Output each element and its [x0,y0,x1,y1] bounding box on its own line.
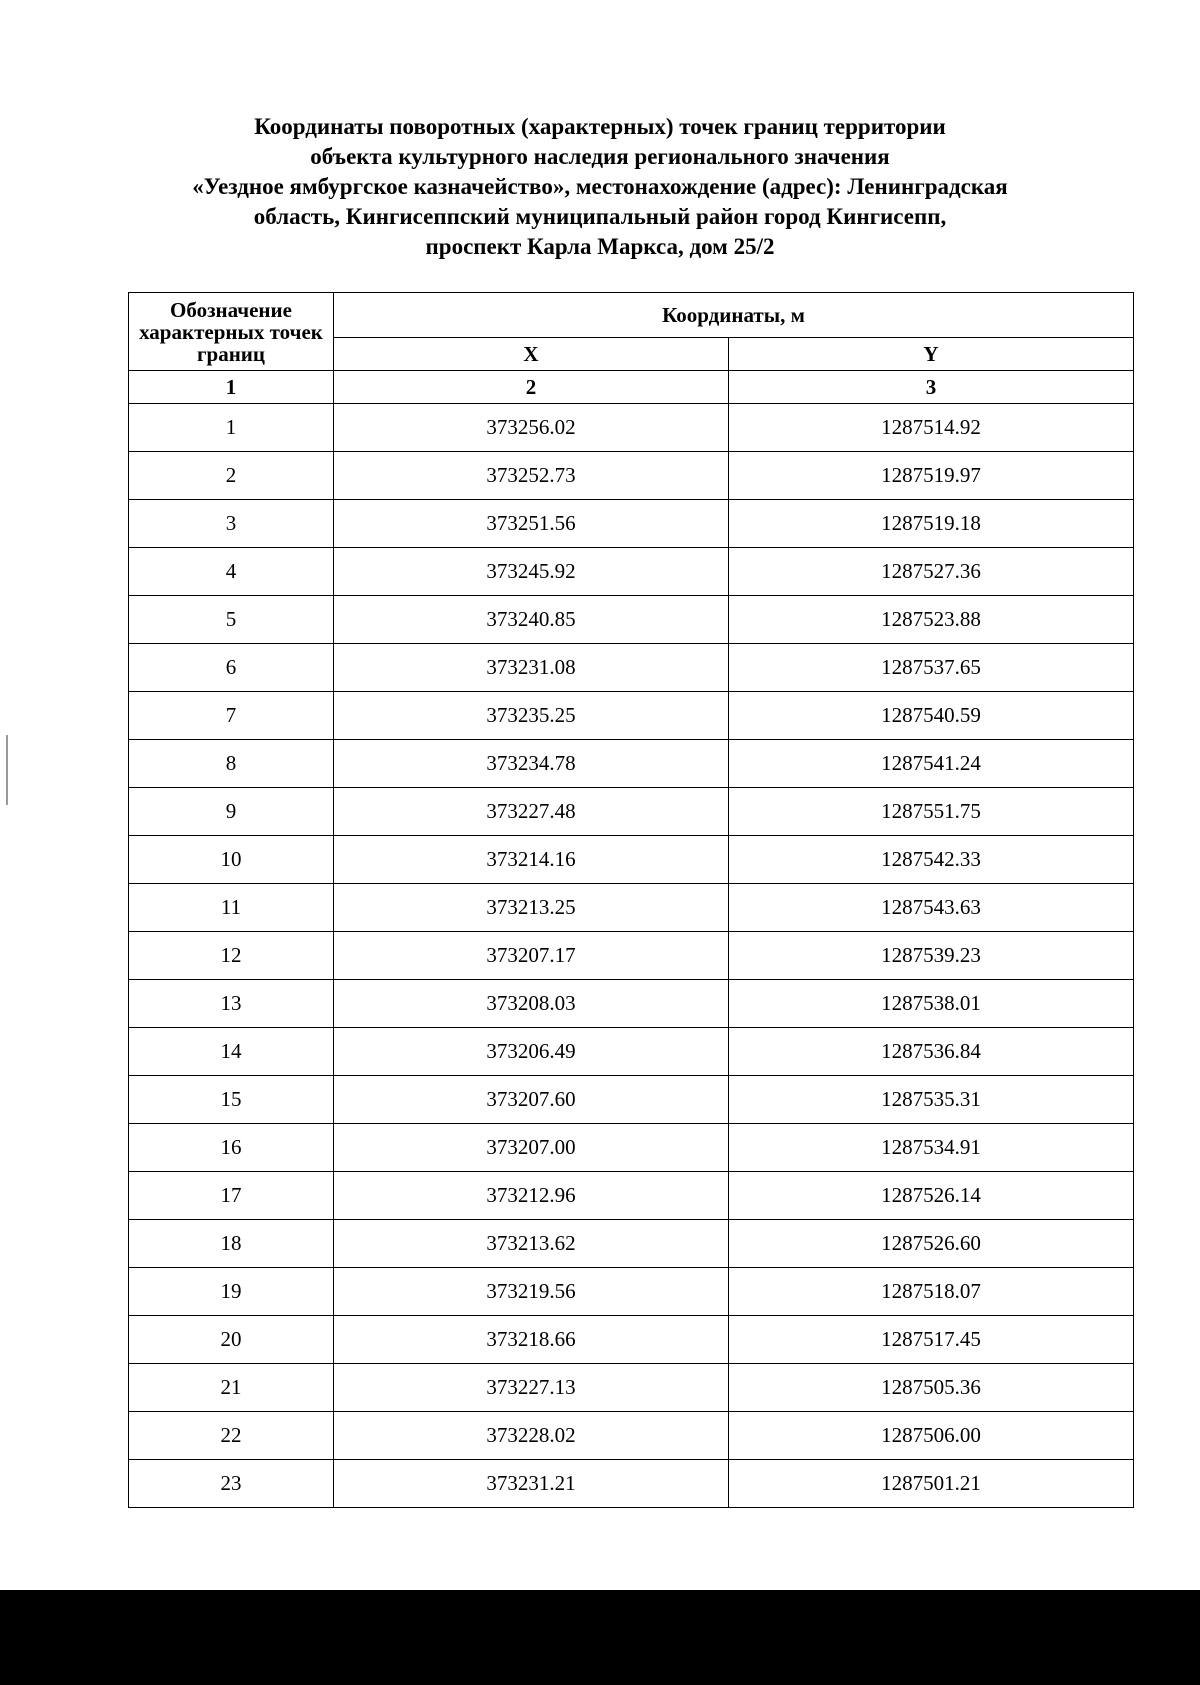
scan-margin-mark [6,735,8,805]
y-coordinate-cell: 1287526.60 [729,1220,1134,1268]
point-number-cell: 21 [129,1364,334,1412]
x-coordinate-cell: 373231.21 [334,1460,729,1508]
y-coordinate-cell: 1287519.97 [729,452,1134,500]
point-number-cell: 9 [129,788,334,836]
x-coordinate-cell: 373251.56 [334,500,729,548]
column-number-3: 3 [729,371,1134,404]
title-line: объекта культурного наследия регионального значения [310,144,890,169]
x-coordinate-cell: 373214.16 [334,836,729,884]
x-coordinate-cell: 373219.56 [334,1268,729,1316]
y-coordinate-cell: 1287536.84 [729,1028,1134,1076]
point-number-cell: 5 [129,596,334,644]
y-coordinate-cell: 1287537.65 [729,644,1134,692]
y-coordinate-cell: 1287518.07 [729,1268,1134,1316]
x-coordinate-cell: 373245.92 [334,548,729,596]
table-row [129,980,1134,1028]
x-coordinate-cell: 373252.73 [334,452,729,500]
y-coordinate-cell: 1287539.23 [729,932,1134,980]
table-row [129,500,1134,548]
coordinates-table [128,292,1134,1508]
table-row [129,1220,1134,1268]
point-number-cell: 19 [129,1268,334,1316]
header-y: Y [729,338,1134,371]
y-coordinate-cell: 1287505.36 [729,1364,1134,1412]
table-row [129,1316,1134,1364]
y-coordinate-cell: 1287514.92 [729,404,1134,452]
x-coordinate-cell: 373213.25 [334,884,729,932]
table-row [129,1124,1134,1172]
y-coordinate-cell: 1287540.59 [729,692,1134,740]
point-number-cell: 14 [129,1028,334,1076]
point-number-cell: 22 [129,1412,334,1460]
point-number-cell: 7 [129,692,334,740]
point-number-cell: 18 [129,1220,334,1268]
point-number-cell: 3 [129,500,334,548]
y-coordinate-cell: 1287538.01 [729,980,1134,1028]
point-number-cell: 11 [129,884,334,932]
table-row [129,1076,1134,1124]
column-number-1: 1 [129,371,334,404]
table-row [129,1364,1134,1412]
y-coordinate-cell: 1287543.63 [729,884,1134,932]
x-coordinate-cell: 373208.03 [334,980,729,1028]
y-coordinate-cell: 1287527.36 [729,548,1134,596]
x-coordinate-cell: 373207.60 [334,1076,729,1124]
table-row [129,548,1134,596]
table-row [129,404,1134,452]
point-number-cell: 10 [129,836,334,884]
y-coordinate-cell: 1287535.31 [729,1076,1134,1124]
table-row [129,932,1134,980]
x-coordinate-cell: 373212.96 [334,1172,729,1220]
point-number-cell: 20 [129,1316,334,1364]
y-coordinate-cell: 1287519.18 [729,500,1134,548]
x-coordinate-cell: 373256.02 [334,404,729,452]
x-coordinate-cell: 373228.02 [334,1412,729,1460]
point-number-cell: 2 [129,452,334,500]
y-coordinate-cell: 1287517.45 [729,1316,1134,1364]
y-coordinate-cell: 1287506.00 [729,1412,1134,1460]
title-line: Координаты поворотных (характерных) точек границ территории [254,114,946,139]
point-number-cell: 4 [129,548,334,596]
table-body [129,404,1134,1508]
title-line: область, Кингисеппский муниципальный район город Кингисепп, [253,204,947,229]
point-number-cell: 12 [129,932,334,980]
point-number-cell: 13 [129,980,334,1028]
table-row [129,740,1134,788]
column-number-2: 2 [334,371,729,404]
y-coordinate-cell: 1287526.14 [729,1172,1134,1220]
x-coordinate-cell: 373213.62 [334,1220,729,1268]
document-title [100,112,1100,262]
table-row [129,1412,1134,1460]
x-coordinate-cell: 373207.17 [334,932,729,980]
y-coordinate-cell: 1287501.21 [729,1460,1134,1508]
point-number-cell: 1 [129,404,334,452]
y-coordinate-cell: 1287541.24 [729,740,1134,788]
x-coordinate-cell: 373231.08 [334,644,729,692]
y-coordinate-cell: 1287534.91 [729,1124,1134,1172]
table-row [129,596,1134,644]
x-coordinate-cell: 373206.49 [334,1028,729,1076]
x-coordinate-cell: 373235.25 [334,692,729,740]
point-number-cell: 6 [129,644,334,692]
table-row [129,452,1134,500]
point-number-cell: 17 [129,1172,334,1220]
y-coordinate-cell: 1287523.88 [729,596,1134,644]
title-line: «Уездное ямбургское казначейство», местонахождение (адрес): Ленинградская [192,174,1008,199]
point-number-cell: 23 [129,1460,334,1508]
x-coordinate-cell: 373227.48 [334,788,729,836]
header-coordinates: Координаты, м [334,293,1134,338]
table-row [129,788,1134,836]
point-number-cell: 8 [129,740,334,788]
x-coordinate-cell: 373207.00 [334,1124,729,1172]
table-row [129,884,1134,932]
y-coordinate-cell: 1287551.75 [729,788,1134,836]
table-row [129,692,1134,740]
x-coordinate-cell: 373234.78 [334,740,729,788]
table-row [129,1460,1134,1508]
table-row [129,644,1134,692]
x-coordinate-cell: 373240.85 [334,596,729,644]
scan-bottom-edge [0,1590,1200,1685]
title-line: проспект Карла Маркса, дом 25/2 [425,234,775,259]
table-row [129,1268,1134,1316]
x-coordinate-cell: 373218.66 [334,1316,729,1364]
table-row [129,1028,1134,1076]
x-coordinate-cell: 373227.13 [334,1364,729,1412]
point-number-cell: 15 [129,1076,334,1124]
header-point-designation: Обозначение характерных точек границ [129,293,334,371]
table-row [129,1172,1134,1220]
header-x: X [334,338,729,371]
y-coordinate-cell: 1287542.33 [729,836,1134,884]
table-row [129,836,1134,884]
point-number-cell: 16 [129,1124,334,1172]
